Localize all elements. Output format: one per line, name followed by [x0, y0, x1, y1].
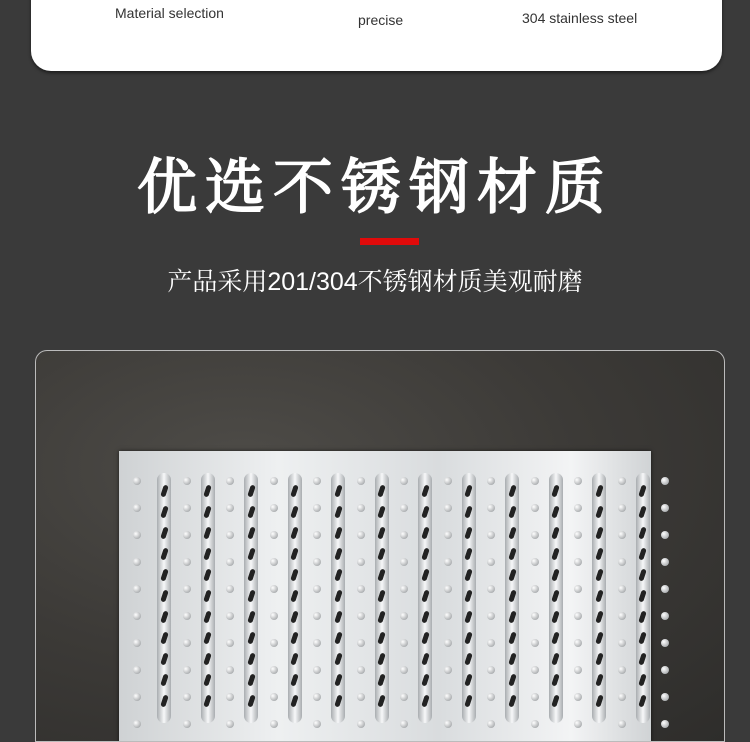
grate-hole [595, 590, 603, 603]
grate-slot [418, 473, 432, 723]
grate-hole [551, 632, 559, 645]
grate-dimple [487, 639, 495, 647]
grate-dimple [183, 639, 191, 647]
grate-hole [203, 569, 211, 582]
grate-hole [203, 611, 211, 624]
grate-dimple [133, 639, 141, 647]
grate-dimple [400, 477, 408, 485]
grate-hole [160, 548, 168, 561]
grate-dimple [400, 639, 408, 647]
grate-dimple [183, 612, 191, 620]
grate-hole [551, 569, 559, 582]
grate-slot [636, 473, 650, 723]
grate-dimple [487, 585, 495, 593]
grate-hole [160, 611, 168, 624]
grate-hole [377, 653, 385, 666]
grate-dimple [357, 612, 365, 620]
grate-hole [638, 611, 646, 624]
grate-slot [505, 473, 519, 723]
grate-hole [160, 590, 168, 603]
grate-dimple [313, 504, 321, 512]
grate-hole [160, 485, 168, 498]
grate-hole [290, 569, 298, 582]
grate-hole [377, 548, 385, 561]
grate-hole [290, 527, 298, 540]
grate-dimple [618, 585, 626, 593]
grate-dimple [444, 639, 452, 647]
grate-dimple [618, 612, 626, 620]
grate-dimple [133, 720, 141, 728]
grate-hole [638, 569, 646, 582]
grate-hole [638, 548, 646, 561]
grate-hole [464, 506, 472, 519]
grate-hole [247, 674, 255, 687]
grate-hole [160, 569, 168, 582]
grate-dimple [487, 504, 495, 512]
grate-dimple [574, 693, 582, 701]
grate-dimple [313, 531, 321, 539]
grate-hole [203, 506, 211, 519]
grate-dimple [531, 585, 539, 593]
grate-dimple [487, 666, 495, 674]
grate-dimple [487, 720, 495, 728]
grate-dimple [444, 477, 452, 485]
grate-dimple [661, 693, 669, 701]
grate-dimple [618, 639, 626, 647]
grate-hole [377, 485, 385, 498]
grate-hole [160, 653, 168, 666]
grate-dimple [226, 639, 234, 647]
grate-dimple [313, 477, 321, 485]
grate-hole [464, 653, 472, 666]
grate-dimple [661, 558, 669, 566]
grate-dimple [531, 504, 539, 512]
grate-hole [334, 653, 342, 666]
grate-dimple [574, 612, 582, 620]
grate-hole [421, 695, 429, 708]
grate-hole [508, 527, 516, 540]
grate-dimple [133, 666, 141, 674]
grate-dimple [400, 612, 408, 620]
grate-dimple [618, 531, 626, 539]
grate-dimple [444, 585, 452, 593]
grate-hole [638, 506, 646, 519]
grate-dimple [270, 693, 278, 701]
grate-hole [290, 632, 298, 645]
grate-dimple [133, 693, 141, 701]
grate-hole [464, 611, 472, 624]
grate-hole [247, 485, 255, 498]
grate-hole [377, 674, 385, 687]
section-subtitle: 产品采用201/304不锈钢材质美观耐磨 [167, 268, 583, 296]
grate-dimple [226, 693, 234, 701]
grate-hole [290, 653, 298, 666]
grate-dimple [313, 612, 321, 620]
grate-hole [551, 548, 559, 561]
product-photo [35, 350, 725, 742]
grate-dimple [487, 531, 495, 539]
grate-hole [421, 506, 429, 519]
grate-dimple [444, 666, 452, 674]
grate-dimple [133, 558, 141, 566]
grate-hole [334, 548, 342, 561]
grate-dimple [357, 639, 365, 647]
grate-hole [464, 548, 472, 561]
grate-dimple [183, 666, 191, 674]
grate-dimple [487, 477, 495, 485]
grate-hole [595, 548, 603, 561]
grate-hole [421, 653, 429, 666]
grate-dimple [444, 720, 452, 728]
grate-hole [247, 527, 255, 540]
grate-dimple [574, 558, 582, 566]
grate-hole [334, 569, 342, 582]
grate-dimple [661, 612, 669, 620]
grate-hole [638, 695, 646, 708]
grate-hole [508, 695, 516, 708]
grate-dimple [183, 693, 191, 701]
grate-dimple [618, 558, 626, 566]
section-title: 优选不锈钢材质 [137, 153, 613, 223]
grate-dimple [574, 477, 582, 485]
grate-dimple [400, 504, 408, 512]
grate-hole [377, 590, 385, 603]
grate-hole [290, 485, 298, 498]
grate-hole [290, 674, 298, 687]
grate-dimple [226, 585, 234, 593]
grate-hole [508, 611, 516, 624]
grate-hole [377, 632, 385, 645]
grate-dimple [574, 720, 582, 728]
grate-dimple [313, 585, 321, 593]
grate-hole [247, 506, 255, 519]
grate-hole [160, 506, 168, 519]
grate-hole [203, 695, 211, 708]
grate-dimple [531, 720, 539, 728]
grate-dimple [661, 666, 669, 674]
grate-dimple [133, 585, 141, 593]
grate-hole [595, 485, 603, 498]
grate-dimple [618, 693, 626, 701]
grate-dimple [133, 477, 141, 485]
feature-card [31, 0, 722, 71]
grate-hole [508, 632, 516, 645]
grate-hole [638, 653, 646, 666]
grate-hole [160, 632, 168, 645]
grate-dimple [270, 504, 278, 512]
accent-divider [360, 238, 419, 245]
grate-dimple [618, 477, 626, 485]
grate-hole [638, 632, 646, 645]
grate-dimple [183, 477, 191, 485]
grate-dimple [487, 558, 495, 566]
grate-hole [508, 569, 516, 582]
grate-hole [334, 632, 342, 645]
grate-hole [203, 632, 211, 645]
grate-dimple [574, 666, 582, 674]
grate-hole [160, 527, 168, 540]
grate-dimple [183, 720, 191, 728]
grate-hole [160, 695, 168, 708]
grate-dimple [661, 639, 669, 647]
grate-dimple [133, 531, 141, 539]
grate-hole [203, 590, 211, 603]
grate-hole [290, 548, 298, 561]
grate-dimple [357, 477, 365, 485]
grate-hole [595, 506, 603, 519]
grate-dimple [400, 693, 408, 701]
grate-hole [334, 674, 342, 687]
grate-hole [247, 695, 255, 708]
grate-dimple [400, 585, 408, 593]
grate-dimple [313, 666, 321, 674]
grate-slot [549, 473, 563, 723]
grate-hole [160, 674, 168, 687]
grate-dimple [357, 585, 365, 593]
grate-dimple [270, 666, 278, 674]
grate-dimple [313, 558, 321, 566]
grate-hole [421, 569, 429, 582]
grate-dimple [226, 666, 234, 674]
grate-dimple [618, 720, 626, 728]
grate-hole [508, 590, 516, 603]
grate-hole [551, 695, 559, 708]
grate-hole [421, 590, 429, 603]
grate-dimple [270, 585, 278, 593]
grate-dimple [661, 585, 669, 593]
grate-hole [377, 569, 385, 582]
grate-hole [464, 485, 472, 498]
grate-hole [247, 548, 255, 561]
grate-dimple [574, 639, 582, 647]
grate-hole [334, 527, 342, 540]
grate-dimple [400, 720, 408, 728]
grate-hole [508, 548, 516, 561]
grate-dimple [444, 504, 452, 512]
grate-dimple [226, 504, 234, 512]
grate-hole [464, 527, 472, 540]
grate-hole [290, 611, 298, 624]
grate-dimple [226, 531, 234, 539]
grate-hole [551, 674, 559, 687]
grate-hole [508, 506, 516, 519]
grate-hole [638, 527, 646, 540]
grate-dimple [574, 531, 582, 539]
grate-dimple [574, 504, 582, 512]
grate-hole [464, 632, 472, 645]
grate-hole [290, 590, 298, 603]
grate-dimple [313, 720, 321, 728]
grate-dimple [270, 720, 278, 728]
grate-dimple [226, 558, 234, 566]
grate-hole [595, 632, 603, 645]
grate-slot [244, 473, 258, 723]
grate-dimple [357, 531, 365, 539]
grate-hole [377, 527, 385, 540]
feature-material-selection: Material selection [115, 5, 224, 21]
grate-hole [203, 653, 211, 666]
grate-slot [375, 473, 389, 723]
grate-hole [247, 569, 255, 582]
grate-dimple [531, 612, 539, 620]
grate-hole [334, 695, 342, 708]
grate-hole [464, 590, 472, 603]
grate-hole [290, 695, 298, 708]
grate-hole [377, 506, 385, 519]
grate-dimple [531, 531, 539, 539]
grate-hole [551, 653, 559, 666]
grate-hole [595, 527, 603, 540]
grate-hole [595, 674, 603, 687]
grate-dimple [226, 720, 234, 728]
grate-hole [247, 590, 255, 603]
grate-hole [421, 611, 429, 624]
grate-hole [203, 527, 211, 540]
grate-dimple [270, 531, 278, 539]
grate-dimple [357, 504, 365, 512]
grate-hole [421, 548, 429, 561]
grate-dimple [531, 477, 539, 485]
grate-hole [551, 506, 559, 519]
grate-hole [377, 611, 385, 624]
grate-hole [464, 674, 472, 687]
grate-slot [288, 473, 302, 723]
grate-dimple [133, 612, 141, 620]
grate-hole [334, 611, 342, 624]
grate-dimple [183, 504, 191, 512]
grate-dimple [183, 585, 191, 593]
grate-hole [508, 485, 516, 498]
grate-dimple [531, 693, 539, 701]
feature-304-steel: 304 stainless steel [522, 10, 638, 26]
grate-hole [334, 485, 342, 498]
grate-dimple [487, 693, 495, 701]
grate-hole [551, 611, 559, 624]
grate-dimple [661, 504, 669, 512]
grate-dimple [270, 639, 278, 647]
grate-hole [595, 695, 603, 708]
grate-hole [508, 674, 516, 687]
grate-hole [421, 527, 429, 540]
grate-dimple [357, 720, 365, 728]
grate-dimple [400, 558, 408, 566]
stainless-grate-image [119, 451, 651, 742]
grate-dimple [313, 693, 321, 701]
grate-dimple [531, 558, 539, 566]
grate-dimple [400, 666, 408, 674]
grate-dimple [357, 666, 365, 674]
grate-dimple [618, 504, 626, 512]
grate-dimple [183, 531, 191, 539]
grate-dimple [661, 477, 669, 485]
grate-dimple [226, 477, 234, 485]
grate-dimple [444, 531, 452, 539]
grate-dimple [133, 504, 141, 512]
grate-hole [421, 674, 429, 687]
feature-precise: precise [358, 12, 404, 28]
grate-dimple [400, 531, 408, 539]
grate-hole [508, 653, 516, 666]
grate-dimple [270, 558, 278, 566]
grate-slot [592, 473, 606, 723]
grate-hole [464, 569, 472, 582]
grate-slot [201, 473, 215, 723]
grate-hole [421, 485, 429, 498]
grate-slot [331, 473, 345, 723]
grate-hole [595, 653, 603, 666]
grate-dimple [270, 477, 278, 485]
grate-hole [290, 506, 298, 519]
grate-hole [377, 695, 385, 708]
grate-dimple [270, 612, 278, 620]
grate-hole [247, 653, 255, 666]
grate-hole [595, 569, 603, 582]
grate-hole [247, 632, 255, 645]
grate-hole [638, 590, 646, 603]
grate-hole [638, 485, 646, 498]
grate-hole [334, 506, 342, 519]
grate-hole [247, 611, 255, 624]
grate-hole [464, 695, 472, 708]
grate-dimple [531, 639, 539, 647]
grate-hole [421, 632, 429, 645]
grate-dimple [487, 612, 495, 620]
grate-dimple [444, 693, 452, 701]
grate-hole [334, 590, 342, 603]
grate-dimple [661, 720, 669, 728]
grate-hole [551, 485, 559, 498]
grate-dimple [183, 558, 191, 566]
grate-dimple [357, 558, 365, 566]
grate-dimple [574, 585, 582, 593]
grate-dimple [226, 612, 234, 620]
grate-slot [157, 473, 171, 723]
grate-hole [203, 485, 211, 498]
grate-dimple [531, 666, 539, 674]
grate-hole [638, 674, 646, 687]
grate-dimple [618, 666, 626, 674]
grate-hole [595, 611, 603, 624]
grate-dimple [357, 693, 365, 701]
grate-hole [203, 548, 211, 561]
grate-dimple [444, 612, 452, 620]
grate-dimple [661, 531, 669, 539]
grate-hole [551, 527, 559, 540]
grate-dimple [313, 639, 321, 647]
grate-dimple [444, 558, 452, 566]
grate-slot [462, 473, 476, 723]
grate-hole [203, 674, 211, 687]
grate-hole [551, 590, 559, 603]
